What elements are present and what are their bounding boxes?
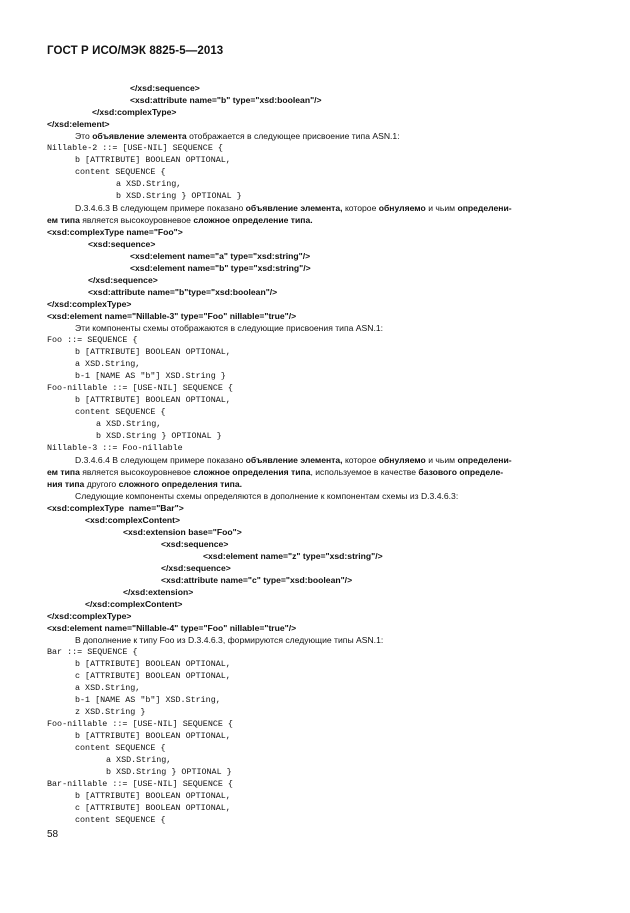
line-text: Это	[75, 131, 93, 141]
xml-code-line	[47, 610, 131, 622]
line-text: <xsd:complexContent>	[85, 515, 181, 525]
bold-term: определени-	[457, 203, 512, 213]
text-line	[47, 478, 242, 490]
line-text: другого	[84, 479, 119, 489]
line-text: <xsd:extension base="Foo">	[123, 527, 242, 537]
line-text: </xsd:element>	[47, 119, 110, 129]
line-text: a XSD.String,	[116, 179, 182, 189]
asn1-code-line	[116, 190, 242, 202]
xml-code-line	[88, 286, 277, 298]
line-text: c [ATTRIBUTE] BOOLEAN OPTIONAL,	[75, 803, 231, 813]
text-line	[75, 322, 383, 334]
line-text: b XSD.String } OPTIONAL }	[106, 767, 232, 777]
xml-code-line	[161, 574, 352, 586]
bold-term: ем типа	[47, 215, 80, 225]
line-text: b [ATTRIBUTE] BOOLEAN OPTIONAL,	[75, 347, 231, 357]
line-text: Bar ::= SEQUENCE {	[47, 647, 138, 657]
line-text: и чьим	[425, 455, 458, 465]
text-line	[75, 634, 383, 646]
asn1-code-line	[106, 754, 171, 766]
xml-code-line	[161, 538, 228, 550]
line-text: <xsd:sequence>	[161, 539, 229, 549]
line-text: <xsd:element name="Nillable-4" type="Foo" nillable="true"/>	[47, 623, 297, 633]
asn1-code-line	[75, 166, 165, 178]
line-text: которое	[342, 455, 379, 465]
bold-term: объявление элемента	[92, 131, 187, 141]
line-text: которое	[342, 203, 379, 213]
line-text: a XSD.String,	[75, 359, 141, 369]
page-number: 58	[47, 829, 59, 840]
xml-code-line	[88, 238, 155, 250]
xml-code-line	[47, 502, 184, 514]
asn1-code-line	[47, 778, 233, 790]
xml-code-line	[123, 526, 242, 538]
line-text: <xsd:sequence>	[88, 239, 156, 249]
xml-code-line	[130, 250, 310, 262]
asn1-code-line	[75, 370, 226, 382]
line-text: <xsd:complexType name="Bar">	[47, 503, 184, 513]
bold-term: объявление элемента,	[245, 455, 343, 465]
asn1-code-line	[75, 358, 140, 370]
xml-code-line	[161, 562, 231, 574]
line-text: Эти компоненты схемы отображаются в следующие присвоения типа ASN.1:	[75, 323, 384, 333]
asn1-code-line	[75, 706, 145, 718]
asn1-code-line	[47, 718, 233, 730]
line-text: b [ATTRIBUTE] BOOLEAN OPTIONAL,	[75, 155, 231, 165]
xml-code-line	[88, 274, 158, 286]
xml-code-line	[47, 118, 110, 130]
line-text: </xsd:complexType>	[47, 611, 132, 621]
line-text: </xsd:sequence>	[88, 275, 158, 285]
line-text: <xsd:attribute name="c" type="xsd:boolean"/>	[161, 575, 353, 585]
xml-code-line	[203, 550, 383, 562]
xml-code-line	[85, 598, 182, 610]
asn1-code-line	[106, 766, 232, 778]
page-header: ГОСТ Р ИСО/МЭК 8825-5—2013	[47, 45, 224, 57]
xml-code-line	[130, 262, 311, 274]
bold-term: ния типа	[47, 479, 85, 489]
asn1-code-line	[47, 382, 233, 394]
text-line	[75, 202, 512, 214]
bold-term: обнуляемо	[378, 455, 426, 465]
asn1-code-line	[96, 418, 161, 430]
asn1-code-line	[75, 742, 165, 754]
bold-term: ем типа	[47, 467, 80, 477]
xml-code-line	[47, 298, 131, 310]
asn1-code-line	[75, 154, 231, 166]
line-text: b [ATTRIBUTE] BOOLEAN OPTIONAL,	[75, 659, 231, 669]
asn1-code-line	[75, 730, 231, 742]
bold-term: определени-	[457, 455, 512, 465]
bold-term: объявление элемента,	[245, 203, 343, 213]
line-text: content SEQUENCE {	[75, 743, 166, 753]
line-text: z XSD.String }	[75, 707, 146, 717]
line-text: b-1 [NAME AS "b"] XSD.String,	[75, 695, 221, 705]
line-text: D.3.4.6.3 В следующем примере показано	[75, 203, 246, 213]
bold-term: базового определе-	[418, 467, 504, 477]
xml-code-line	[92, 106, 176, 118]
asn1-code-line	[96, 430, 222, 442]
asn1-code-line	[75, 814, 165, 826]
line-text: a XSD.String,	[106, 755, 172, 765]
line-text: D.3.4.6.4 В следующем примере показано	[75, 455, 246, 465]
asn1-code-line	[75, 658, 231, 670]
asn1-code-line	[47, 142, 223, 154]
xml-code-line	[47, 226, 183, 238]
line-text: b XSD.String } OPTIONAL }	[96, 431, 222, 441]
line-text: b XSD.String } OPTIONAL }	[116, 191, 242, 201]
line-text: <xsd:element name="z" type="xsd:string"/>	[203, 551, 383, 561]
line-text: Foo ::= SEQUENCE {	[47, 335, 138, 345]
line-text: отображается в следующее присвоение типа ASN.1:	[186, 131, 400, 141]
asn1-code-line	[75, 802, 231, 814]
line-text: <xsd:complexType name="Foo">	[47, 227, 183, 237]
asn1-code-line	[75, 790, 231, 802]
line-text: b [ATTRIBUTE] BOOLEAN OPTIONAL,	[75, 395, 231, 405]
line-text: Foo-nillable ::= [USE-NIL] SEQUENCE {	[47, 719, 233, 729]
line-text: <xsd:element name="a" type="xsd:string"/>	[130, 251, 311, 261]
bold-term: обнуляемо	[378, 203, 426, 213]
line-text: В дополнение к типу Foo из D.3.4.6.3, формируются следующие типы ASN.1:	[75, 635, 384, 645]
line-text: content SEQUENCE {	[75, 407, 166, 417]
line-text: </xsd:sequence>	[130, 83, 200, 93]
bold-term: сложное определения типа	[193, 467, 311, 477]
line-text: c [ATTRIBUTE] BOOLEAN OPTIONAL,	[75, 671, 231, 681]
line-text: <xsd:element name="b" type="xsd:string"/>	[130, 263, 311, 273]
bold-term: сложного определения типа.	[118, 479, 243, 489]
xml-code-line	[130, 82, 200, 94]
line-text: </xsd:extension>	[123, 587, 194, 597]
line-text: </xsd:complexType>	[92, 107, 177, 117]
asn1-code-line	[75, 346, 231, 358]
line-text: является высокоуровневое	[79, 215, 194, 225]
line-text: b-1 [NAME AS "b"] XSD.String }	[75, 371, 226, 381]
asn1-code-line	[75, 406, 165, 418]
line-text: Следующие компоненты схемы определяются в дополнение к компонентам схемы из D.3.4.6.3:	[75, 491, 459, 501]
line-text: <xsd:attribute name="b" type="xsd:boolean"/>	[130, 95, 322, 105]
line-text: <xsd:element name="Nillable-3" type="Foo" nillable="true"/>	[47, 311, 297, 321]
line-text: </xsd:sequence>	[161, 563, 231, 573]
line-text: Nillable-2 ::= [USE-NIL] SEQUENCE {	[47, 143, 223, 153]
line-text: Foo-nillable ::= [USE-NIL] SEQUENCE {	[47, 383, 233, 393]
xml-code-line	[130, 94, 322, 106]
line-text: <xsd:attribute name="b"type="xsd:boolean"/>	[88, 287, 278, 297]
line-text: Bar-nillable ::= [USE-NIL] SEQUENCE {	[47, 779, 233, 789]
line-text: content SEQUENCE {	[75, 815, 166, 825]
asn1-code-line	[75, 694, 221, 706]
xml-code-line	[123, 586, 193, 598]
asn1-code-line	[75, 670, 231, 682]
line-text: и чьим	[425, 203, 458, 213]
line-text: , используемое в качестве	[310, 467, 419, 477]
bold-term: сложное определение типа.	[193, 215, 313, 225]
line-text: Nillable-3 ::= Foo-nillable	[47, 443, 183, 453]
line-text: a XSD.String,	[75, 683, 141, 693]
asn1-code-line	[47, 442, 183, 454]
xml-code-line	[47, 622, 296, 634]
text-line	[47, 214, 313, 226]
line-text: b [ATTRIBUTE] BOOLEAN OPTIONAL,	[75, 791, 231, 801]
text-line	[47, 466, 503, 478]
line-text: a XSD.String,	[96, 419, 162, 429]
line-text: b [ATTRIBUTE] BOOLEAN OPTIONAL,	[75, 731, 231, 741]
text-line	[75, 454, 512, 466]
asn1-code-line	[75, 394, 231, 406]
line-text: content SEQUENCE {	[75, 167, 166, 177]
asn1-code-line	[47, 334, 137, 346]
asn1-code-line	[116, 178, 181, 190]
text-line	[75, 490, 458, 502]
line-text: </xsd:complexType>	[47, 299, 132, 309]
line-text: </xsd:complexContent>	[85, 599, 183, 609]
asn1-code-line	[47, 646, 137, 658]
line-text: является высокоуровневое	[79, 467, 194, 477]
xml-code-line	[47, 310, 296, 322]
text-line	[75, 130, 400, 142]
asn1-code-line	[75, 682, 140, 694]
xml-code-line	[85, 514, 180, 526]
